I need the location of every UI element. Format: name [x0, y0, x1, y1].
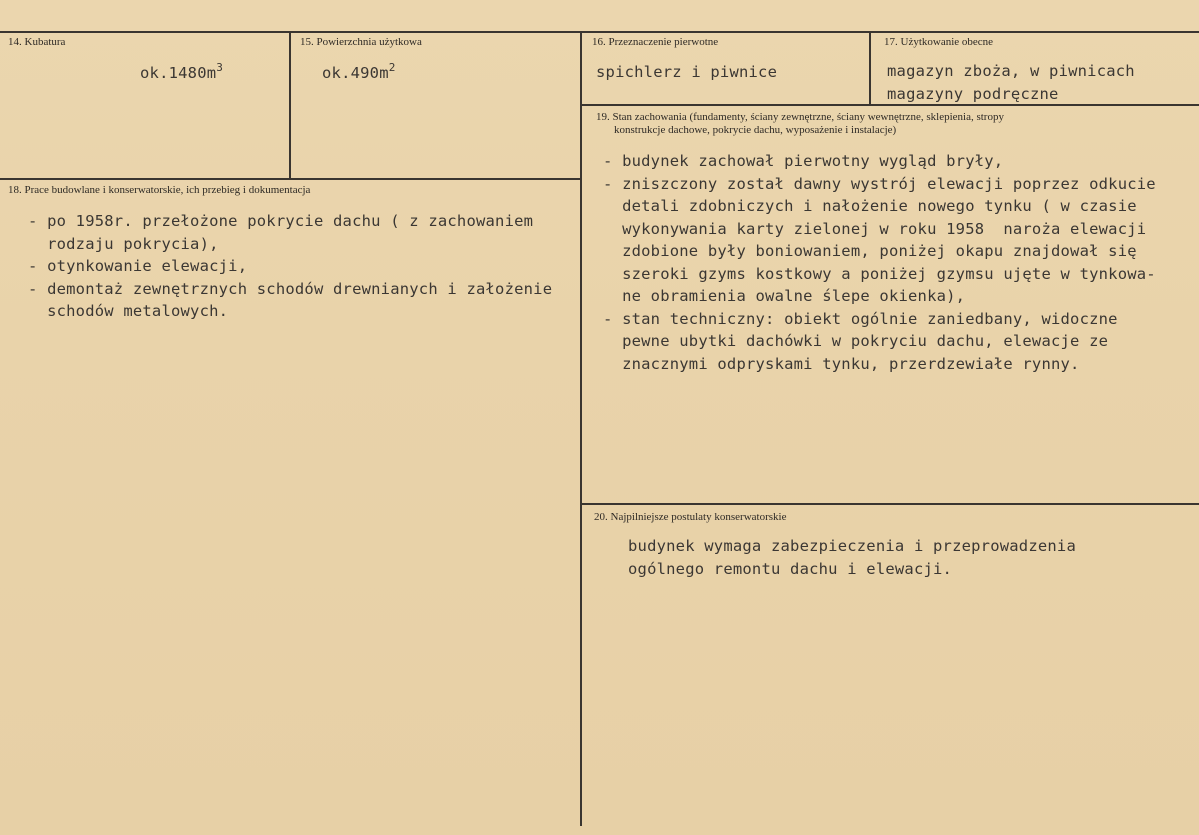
field-19-label-line2: konstrukcje dachowe, pokrycie dachu, wyposażenie i instalacje) — [614, 124, 897, 136]
text-line: wykonywania karty zielonej w roku 1958 naroża elewacji — [603, 219, 1147, 238]
text-line: magazyn zboża, w piwnicach — [887, 62, 1135, 80]
border-below-14-15 — [0, 178, 581, 180]
text-line: pewne ubytki dachówki w pokryciu dachu, elewacje ze — [603, 332, 1109, 350]
field-18-label: 18. Prace budowlane i konserwatorskie, ich przebieg i dokumentacja — [8, 184, 311, 196]
field-18-value — [28, 210, 552, 323]
text-line: zdobione były boniowaniem, poniżej okapu znajdował się — [603, 242, 1137, 260]
text-line: detali zdobniczych i nałożenie nowego tynku ( w czasie — [603, 197, 1137, 215]
field-20-label: 20. Najpilniejsze postulaty konserwatorskie — [594, 511, 787, 523]
field-16-label: 16. Przeznaczenie pierwotne — [592, 36, 719, 48]
field-17-value — [887, 60, 1135, 105]
text-line: budynek wymaga zabezpieczenia i przeprowadzenia — [628, 537, 1076, 555]
text-line: znacznymi odpryskami tynku, przerdzewiałe rynny. — [603, 354, 1080, 373]
divider-main — [580, 31, 582, 826]
field-15-label: 15. Powierzchnia użytkowa — [300, 36, 422, 48]
field-14-label: 14. Kubatura — [8, 36, 66, 48]
text-line: ogólnego remontu dachu i elewacji. — [628, 559, 953, 578]
text-line: ne obramienia owalne ślepe okienka), — [603, 287, 966, 305]
divider-16-17 — [869, 31, 871, 105]
field-19-label-line1: 19. Stan zachowania (fundamenty, ściany zewnętrzne, ściany wewnętrzne, sklepienia, stropy — [596, 111, 1004, 123]
divider-14-15 — [289, 31, 291, 178]
text-line: - po 1958r. przełożone pokrycie dachu ( z zachowaniem — [28, 212, 534, 230]
text-line: szeroki gzyms kostkowy a poniżej gzymsu ujęte w tynkowa- — [603, 264, 1156, 283]
text-line: magazyny podręczne — [887, 84, 1059, 103]
border-above-20 — [581, 503, 1199, 505]
field-17-label: 17. Użytkowanie obecne — [884, 36, 994, 48]
field-19-value — [603, 150, 1156, 375]
text-line: - stan techniczny: obiekt ogólnie zaniedbany, widoczne — [603, 309, 1118, 328]
text-line: - zniszczony został dawny wystrój elewacji poprzez odkucie — [603, 174, 1156, 193]
field-15-value: $ok.490m^2$ — [322, 61, 396, 82]
field-16-value: spichlerz i piwnice — [596, 63, 778, 81]
text-line: schodów metalowych. — [28, 302, 229, 320]
top-border — [0, 31, 1199, 33]
text-line: - budynek zachował pierwotny wygląd bryły, — [603, 152, 1004, 170]
text-line: - otynkowanie elewacji, — [28, 257, 248, 275]
text-line: - demontaż zewnętrznych schodów drewnianych i założenie — [28, 279, 553, 298]
field-20-value — [628, 535, 1076, 580]
text-line: rodzaju pokrycia), — [28, 234, 219, 253]
field-14-value: $ok.1480m^3$ — [140, 61, 224, 82]
